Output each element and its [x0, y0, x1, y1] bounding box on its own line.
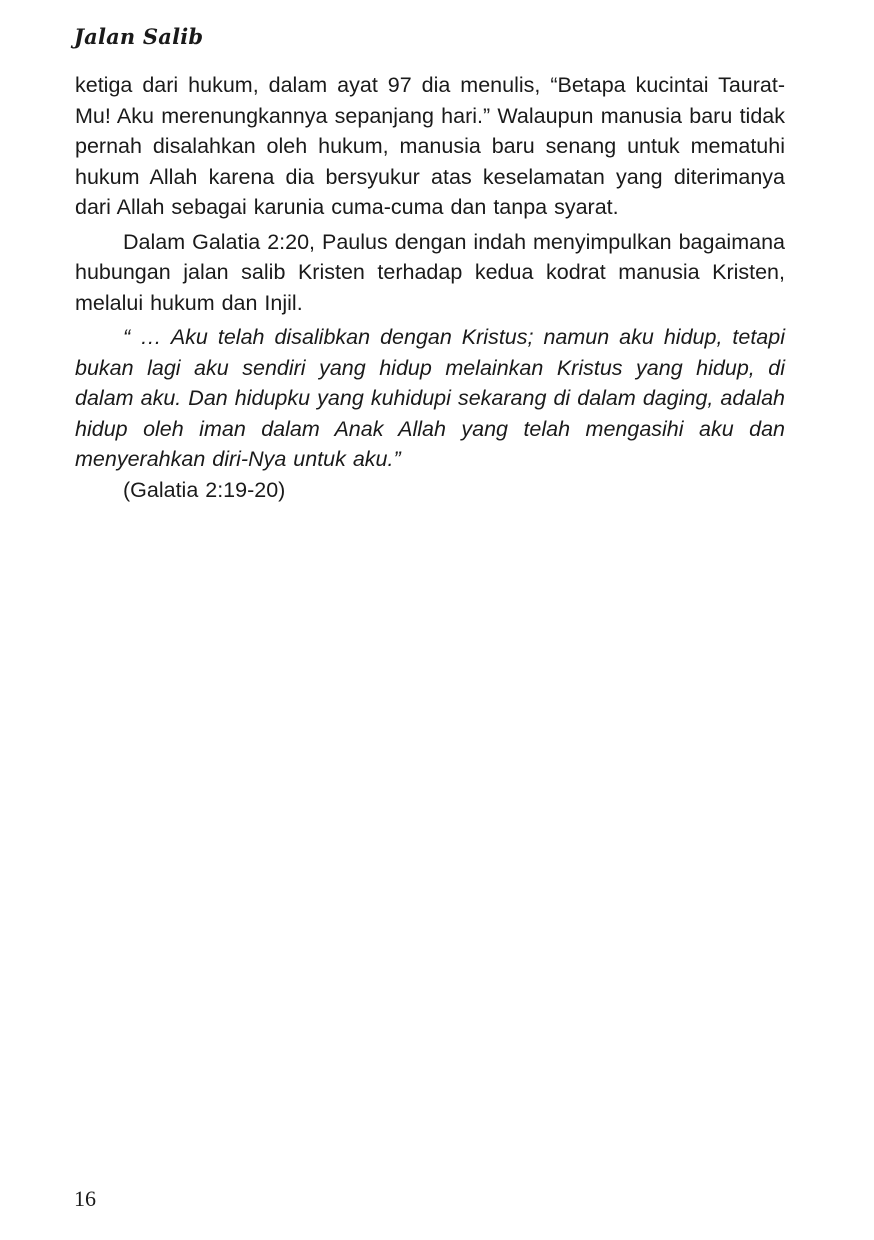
page-body — [75, 70, 785, 505]
page-number: 16 — [74, 1186, 96, 1211]
quote-text: “ … Aku telah disalibkan dengan Kristus; namun aku hidup, tetapi bukan lagi aku sendiri yang hidup melainkan Kristus yang hidup, di dalam aku. Dan hidupku yang kuhidupi sekarang di dalam daging, adalah hidup oleh iman dalam Anak Allah yang telah mengasihi aku dan menyerahkan diri-Nya untuk aku.” — [75, 325, 785, 471]
quote-citation: (Galatia 2:19-20) — [123, 477, 286, 502]
running-header-title: Jalan Salib — [74, 24, 204, 49]
block-quote — [75, 322, 785, 505]
paragraph-galatia-summary: Dalam Galatia 2:20, Paulus dengan indah menyimpulkan bagaimana hubungan jalan salib Kristen terhadap kedua kodrat manusia Kristen, melalui hukum dan Injil. — [75, 229, 785, 315]
paragraph-continuation: ketiga dari hukum, dalam ayat 97 dia menulis, “Betapa kucintai Taurat-Mu! Aku merenungkannya sepanjang hari.” Walaupun manusia baru tidak pernah disalahkan oleh hukum, manusia baru senang untuk mematuhi hukum Allah karena dia bersyukur atas keselamatan yang diterimanya dari Allah sebagai karunia cuma-cuma dan tanpa syarat. — [75, 73, 785, 219]
